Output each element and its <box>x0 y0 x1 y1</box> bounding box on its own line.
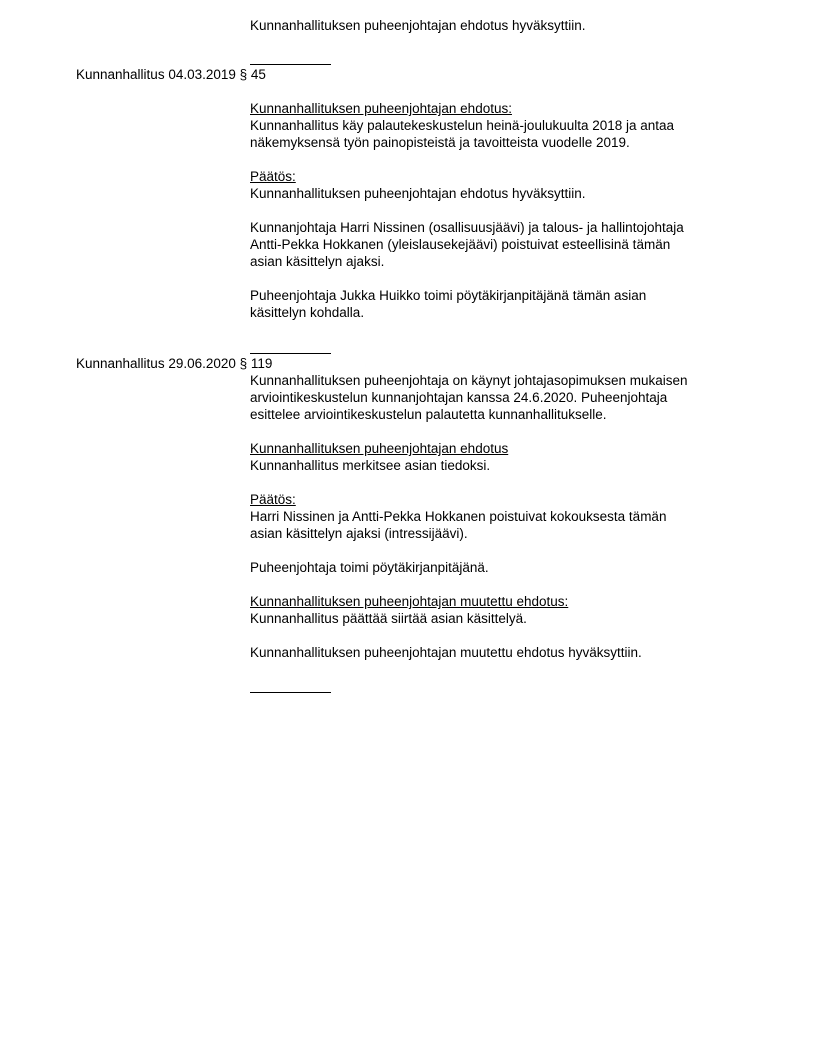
amended-proposal-text: Kunnanhallitus päättää siirtää asian käsittelyä. <box>250 611 527 626</box>
amended-proposal-heading: Kunnanhallituksen puheenjohtajan muutettu ehdotus: <box>250 594 569 609</box>
decision-heading: Päätös: <box>250 492 296 507</box>
decision-text: Harri Nissinen ja Antti-Pekka Hokkanen poistuivat kokouksesta tämän <box>250 509 667 524</box>
decision-text: Kunnanhallituksen puheenjohtajan ehdotus hyväksyttiin. <box>250 186 586 201</box>
final-decision-text: Kunnanhallituksen puheenjohtajan muutettu ehdotus hyväksyttiin. <box>250 645 642 660</box>
section-separator <box>250 64 331 65</box>
decision-heading: Päätös: <box>250 169 296 184</box>
proposal-heading: Kunnanhallituksen puheenjohtajan ehdotus: <box>250 101 512 116</box>
section-separator <box>250 692 331 693</box>
intro-text: arviointikeskustelun kunnanjohtajan kanssa 24.6.2020. Puheenjohtaja <box>250 390 668 405</box>
recusal-text: asian käsittelyn ajaksi. <box>250 254 385 269</box>
recusal-text: Kunnanjohtaja Harri Nissinen (osallisuusjäävi) ja talous- ja hallintojohtaja <box>250 220 684 235</box>
proposal-text: Kunnanhallitus merkitsee asian tiedoksi. <box>250 458 491 473</box>
secretary-text: käsittelyn kohdalla. <box>250 305 365 320</box>
proposal-text: näkemyksensä työn painopisteistä ja tavoitteista vuodelle 2019. <box>250 135 630 150</box>
section-header-text: Kunnanhallitus 29.06.2020 § 119 <box>76 356 273 371</box>
section-header-2019 <box>76 66 266 83</box>
section-header-2020 <box>76 355 272 372</box>
section-header-text: Kunnanhallitus 04.03.2019 § 45 <box>76 67 266 82</box>
recusal-text: Antti-Pekka Hokkanen (yleislausekejäävi) poistuivat esteellisinä tämän <box>250 237 671 252</box>
secretary-text: Puheenjohtaja toimi pöytäkirjanpitäjänä. <box>250 560 489 575</box>
previous-decision-text: Kunnanhallituksen puheenjohtajan ehdotus hyväksyttiin. <box>250 18 586 33</box>
intro-text: esittelee arviointikeskustelun palautetta kunnanhallitukselle. <box>250 407 607 422</box>
decision-text: asian käsittelyn ajaksi (intressijäävi). <box>250 526 468 541</box>
proposal-text: Kunnanhallitus käy palautekeskustelun heinä-joulukuulta 2018 ja antaa <box>250 118 675 133</box>
section-separator <box>250 353 331 354</box>
proposal-heading: Kunnanhallituksen puheenjohtajan ehdotus <box>250 441 509 456</box>
intro-text: Kunnanhallituksen puheenjohtaja on käynyt johtajasopimuksen mukaisen <box>250 373 688 388</box>
secretary-text: Puheenjohtaja Jukka Huikko toimi pöytäkirjanpitäjänä tämän asian <box>250 288 647 303</box>
